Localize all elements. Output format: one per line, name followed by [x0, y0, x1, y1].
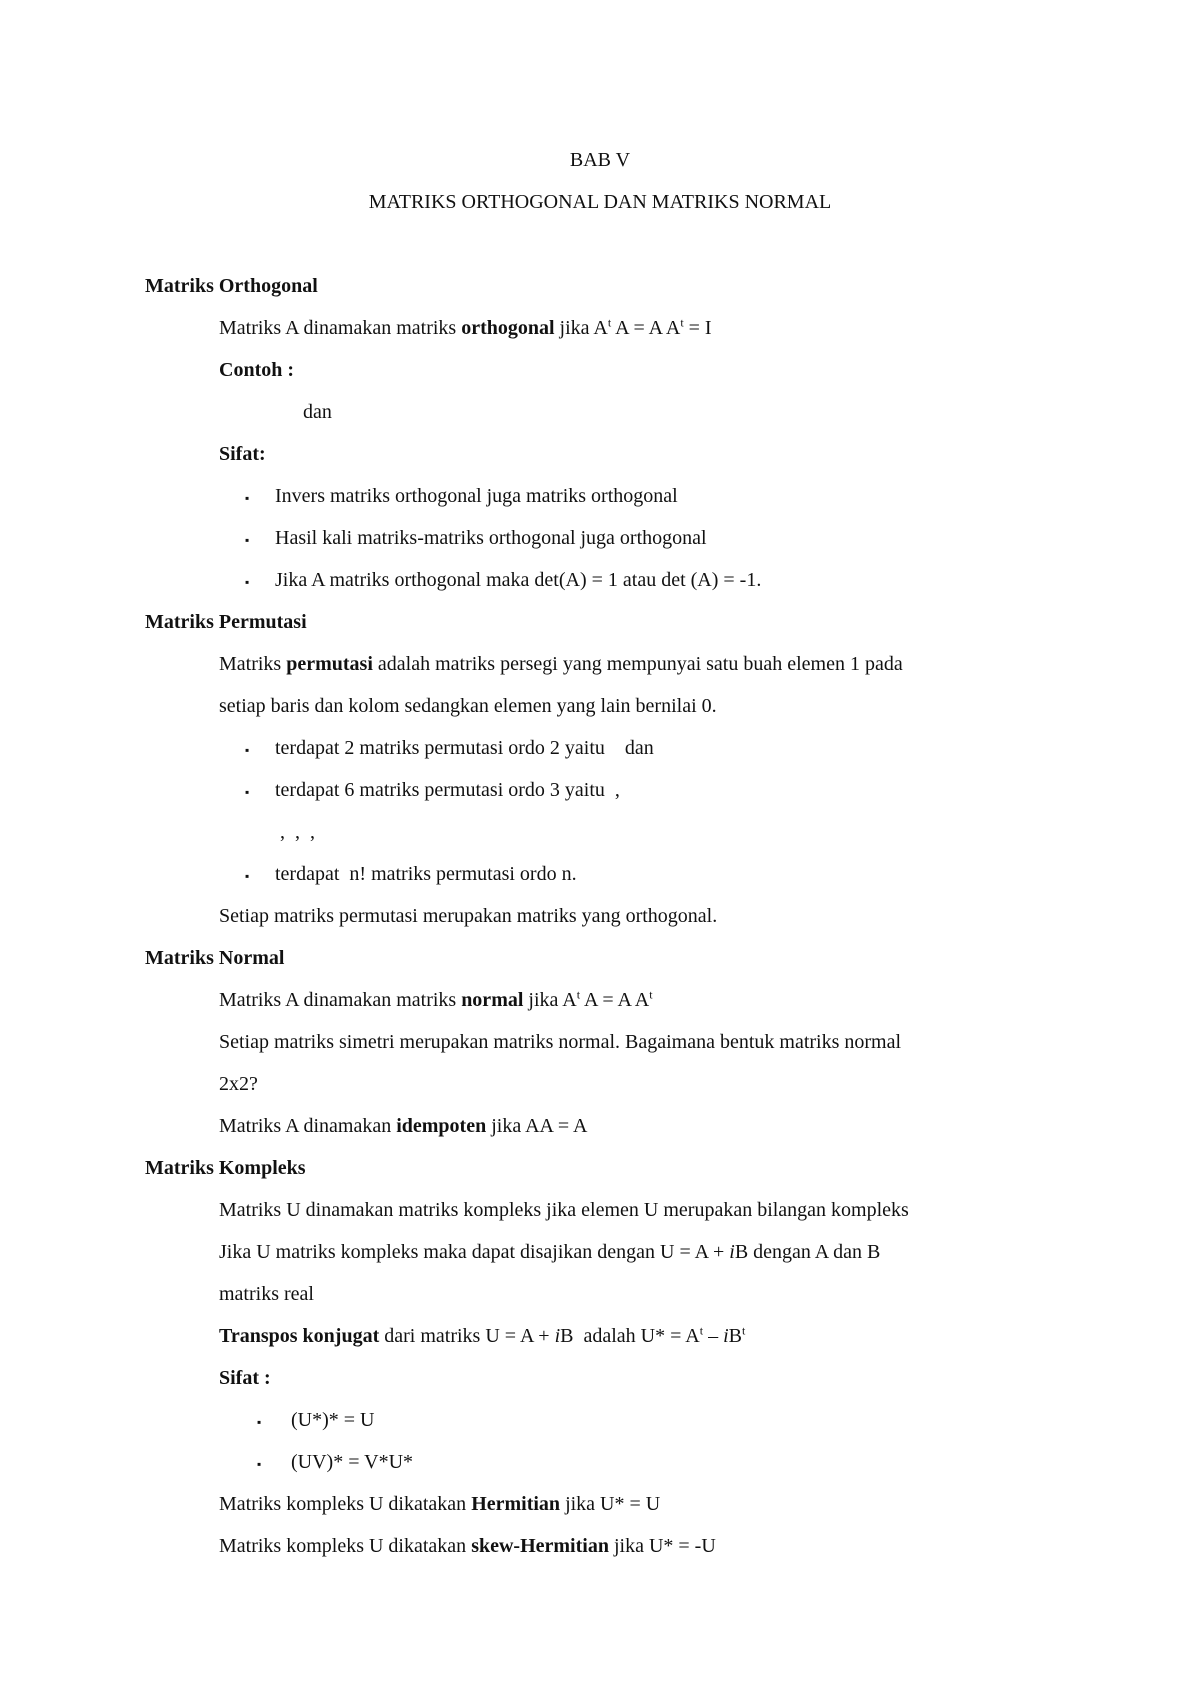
skew-hermitian-definition: Matriks kompleks U dikatakan skew-Hermitian jika U* = -U: [219, 1535, 716, 1557]
orthogonal-definition: Matriks A dinamakan matriks orthogonal jika $A^t$ A = A $A^t = I$: [219, 315, 712, 339]
transpose-conjugate-definition: Transpos konjugat dari matriks U = A + iB adalah $U* = A^t - iB^t$: [219, 1323, 746, 1347]
permutasi-bullet-2: terdapat 6 matriks permutasi ordo 3 yaitu ,: [275, 779, 620, 801]
kompleks-form: Jika U matriks kompleks maka dapat disajikan dengan U = A + iB dengan A dan B: [219, 1241, 881, 1263]
permutasi-conclusion: Setiap matriks permutasi merupakan matriks yang orthogonal.: [219, 905, 718, 927]
bullet-icon: ▪: [257, 1457, 262, 1471]
bullet-icon: ▪: [245, 533, 250, 547]
orthogonal-property-3: Jika A matriks orthogonal maka det(A) = 1 atau det (A) = -1.: [275, 569, 762, 591]
kompleks-property-1: (U*)* = U: [291, 1409, 375, 1431]
bullet-icon: ▪: [257, 1415, 262, 1429]
section-heading-permutasi: Matriks Permutasi: [145, 611, 307, 633]
bullet-icon: ▪: [245, 785, 250, 799]
chapter-title: MATRIKS ORTHOGONAL DAN MATRIKS NORMAL: [368, 191, 832, 213]
orthogonal-property-1: Invers matriks orthogonal juga matriks orthogonal: [275, 485, 678, 507]
chapter-number: BAB V: [569, 149, 631, 171]
permutasi-definition-cont: setiap baris dan kolom sedangkan elemen yang lain bernilai 0.: [219, 695, 717, 717]
permutasi-matrix-separators: , , ,: [280, 821, 315, 843]
kompleks-properties-label: Sifat :: [219, 1367, 271, 1389]
bullet-icon: ▪: [245, 869, 250, 883]
kompleks-property-2: (UV)* = V*U*: [291, 1451, 414, 1473]
example-label: Contoh :: [219, 359, 295, 381]
example-dan: dan: [303, 401, 332, 423]
orthogonal-property-2: Hasil kali matriks-matriks orthogonal juga orthogonal: [275, 527, 707, 549]
hermitian-definition: Matriks kompleks U dikatakan Hermitian jika U* = U: [219, 1493, 661, 1515]
bullet-icon: ▪: [245, 743, 250, 757]
kompleks-definition: Matriks U dinamakan matriks kompleks jika elemen U merupakan bilangan kompleks: [219, 1199, 909, 1221]
permutasi-bullet-1: terdapat 2 matriks permutasi ordo 2 yaitu dan: [275, 737, 654, 759]
normal-definition: Matriks A dinamakan matriks normal jika $A^t$ A = A $A^t$: [219, 987, 653, 1011]
kompleks-form-cont: matriks real: [219, 1283, 314, 1305]
bullet-icon: ▪: [245, 491, 250, 505]
section-heading-kompleks: Matriks Kompleks: [145, 1157, 306, 1179]
bullet-icon: ▪: [245, 575, 250, 589]
permutasi-definition: Matriks permutasi adalah matriks persegi yang mempunyai satu buah elemen 1 pada: [219, 653, 903, 675]
permutasi-bullet-3: terdapat n! matriks permutasi ordo n.: [275, 863, 577, 885]
properties-label: Sifat:: [219, 443, 266, 465]
idempoten-definition: Matriks A dinamakan idempoten jika AA = A: [219, 1115, 588, 1137]
normal-text-cont: 2x2?: [219, 1073, 258, 1095]
section-heading-orthogonal: Matriks Orthogonal: [145, 275, 318, 297]
section-heading-normal: Matriks Normal: [145, 947, 285, 969]
normal-text: Setiap matriks simetri merupakan matriks normal. Bagaimana bentuk matriks normal: [219, 1031, 902, 1053]
